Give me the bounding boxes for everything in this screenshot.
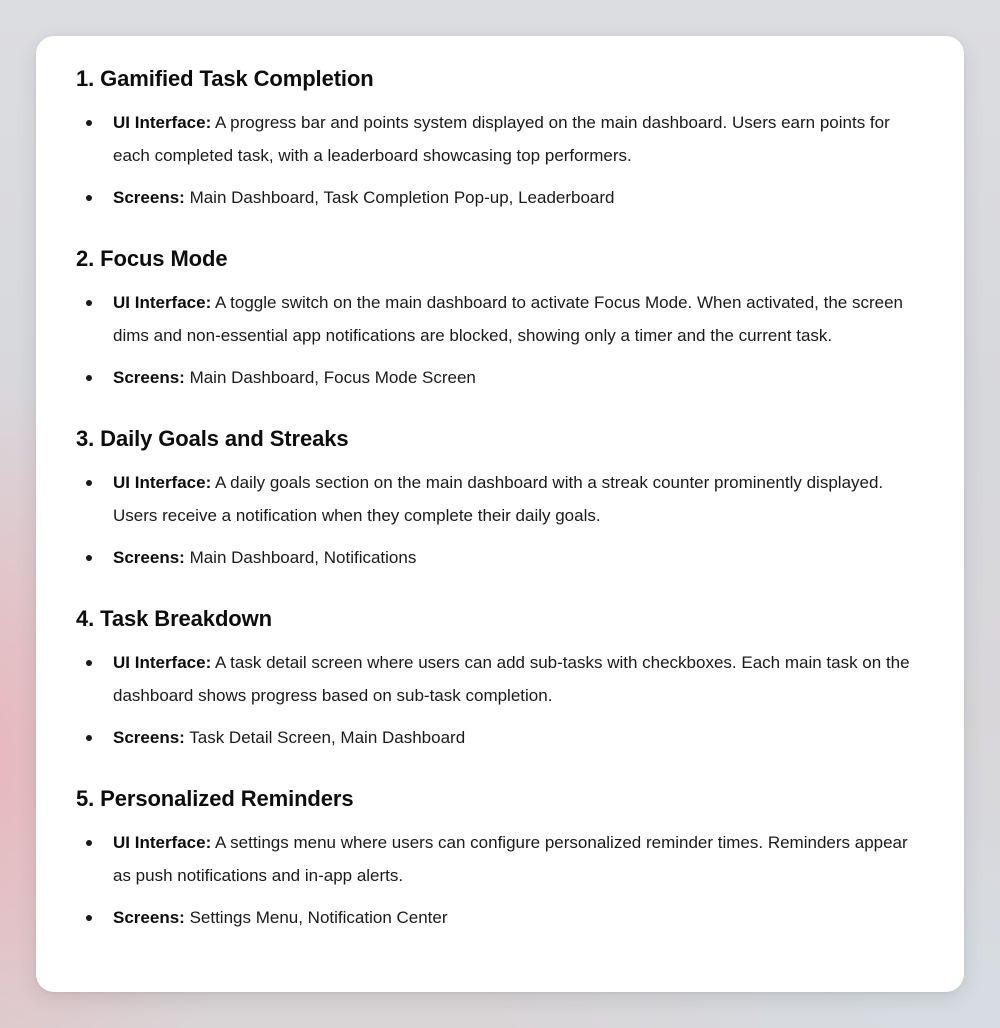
bullet-dot-icon: [86, 555, 92, 561]
screens-label: Screens:: [113, 548, 185, 567]
bullet-dot-icon: [86, 480, 92, 486]
list-item-screens: [76, 721, 924, 754]
screens-label: Screens:: [113, 728, 185, 747]
bullet-list: [76, 826, 924, 934]
list-item-ui-interface: [76, 466, 924, 532]
ui-interface-label: UI Interface:: [113, 113, 212, 132]
section-heading: 3. Daily Goals and Streaks: [76, 426, 349, 451]
bullet-dot-icon: [86, 840, 92, 846]
bullet-list: [76, 106, 924, 214]
screens-text: Settings Menu, Notification Center: [189, 908, 448, 927]
bullet-list: [76, 646, 924, 754]
ui-interface-text: A toggle switch on the main dashboard to activate Focus Mode. When activated, the screen dims and non-essential app notifications are blocked, showing only a timer and the current task.: [113, 293, 903, 345]
list-item-ui-interface: [76, 106, 924, 172]
bullet-dot-icon: [86, 120, 92, 126]
bullet-dot-icon: [86, 735, 92, 741]
bullet-list: [76, 466, 924, 574]
ui-interface-text: A task detail screen where users can add sub-tasks with checkboxes. Each main task on the dashboard shows progress based on sub-task completion.: [113, 653, 910, 705]
feature-section-task-breakdown: [76, 604, 924, 754]
feature-section-personalized-reminders: [76, 784, 924, 934]
screens-text: Main Dashboard, Focus Mode Screen: [189, 368, 476, 387]
screens-text: Main Dashboard, Notifications: [189, 548, 417, 567]
ui-interface-label: UI Interface:: [113, 833, 212, 852]
list-item-screens: [76, 541, 924, 574]
list-item-screens: [76, 361, 924, 394]
bullet-dot-icon: [86, 915, 92, 921]
feature-section-focus-mode: [76, 244, 924, 394]
list-item-ui-interface: [76, 826, 924, 892]
feature-section-daily-goals: [76, 424, 924, 574]
section-heading: 4. Task Breakdown: [76, 606, 272, 631]
ui-interface-text: A progress bar and points system displayed on the main dashboard. Users earn points for each completed task, with a leaderboard showcasing top performers.: [113, 113, 890, 165]
section-heading: 2. Focus Mode: [76, 246, 228, 271]
section-heading: 5. Personalized Reminders: [76, 786, 354, 811]
ui-interface-label: UI Interface:: [113, 653, 212, 672]
ui-interface-text: A settings menu where users can configure personalized reminder times. Reminders appear as push notifications and in-app alerts.: [113, 833, 908, 885]
screens-label: Screens:: [113, 188, 185, 207]
screens-label: Screens:: [113, 368, 185, 387]
feature-section-gamified: [76, 64, 924, 214]
ui-interface-text: A daily goals section on the main dashboard with a streak counter prominently displayed. Users receive a notification when they complete their daily goals.: [113, 473, 884, 525]
list-item-screens: [76, 181, 924, 214]
bullet-dot-icon: [86, 300, 92, 306]
bullet-dot-icon: [86, 195, 92, 201]
bullet-list: [76, 286, 924, 394]
screens-label: Screens:: [113, 908, 185, 927]
content-card: [36, 36, 964, 992]
section-heading: 1. Gamified Task Completion: [76, 66, 374, 91]
screens-text: Task Detail Screen, Main Dashboard: [189, 728, 466, 747]
ui-interface-label: UI Interface:: [113, 473, 212, 492]
bullet-dot-icon: [86, 375, 92, 381]
ui-interface-label: UI Interface:: [113, 293, 212, 312]
list-item-screens: [76, 901, 924, 934]
list-item-ui-interface: [76, 286, 924, 352]
screens-text: Main Dashboard, Task Completion Pop-up, Leaderboard: [189, 188, 615, 207]
list-item-ui-interface: [76, 646, 924, 712]
bullet-dot-icon: [86, 660, 92, 666]
